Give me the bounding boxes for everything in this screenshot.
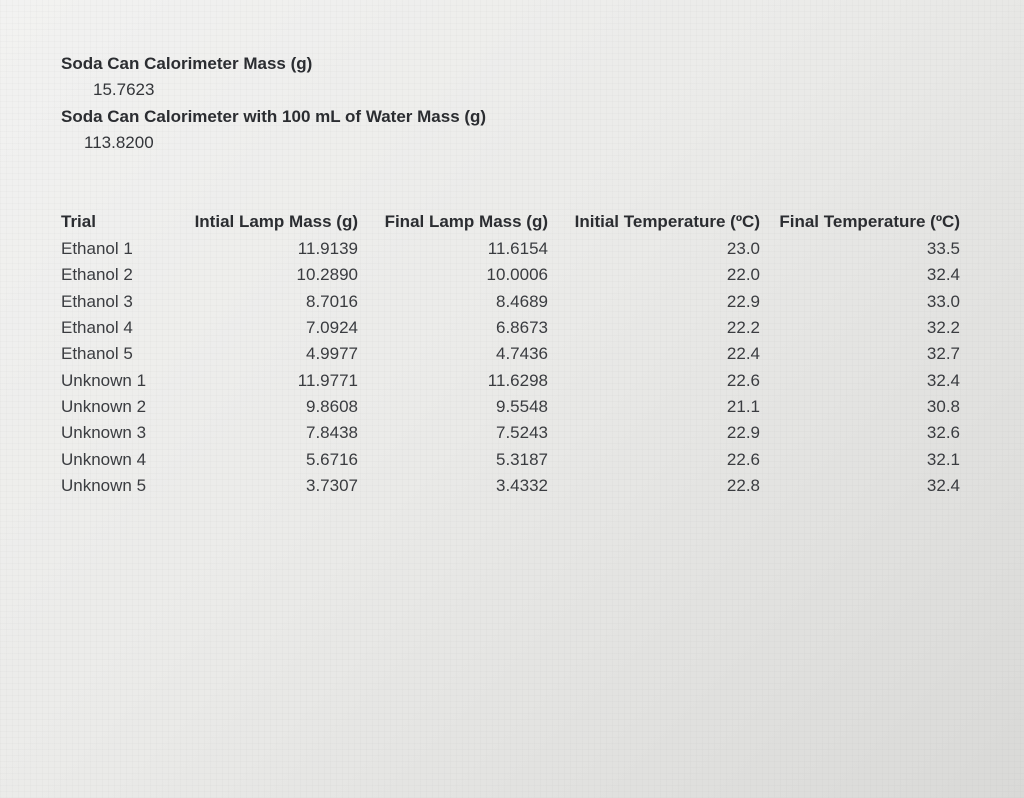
- initial-temperature-cell: 22.8: [726, 475, 760, 495]
- initial-lamp-mass-cell: 5.6716: [306, 449, 358, 469]
- trial-name-cell: Ethanol 3: [61, 291, 133, 311]
- column-header-trial: Trial: [61, 212, 96, 231]
- column-header-initial-lamp-mass: Intial Lamp Mass (g): [194, 212, 358, 231]
- final-temperature-cell: 32.1: [926, 449, 960, 469]
- can-water-mass-value: 113.8200: [84, 133, 154, 152]
- trial-name-cell: Ethanol 5: [61, 344, 133, 364]
- final-lamp-mass-cell: 4.7436: [496, 344, 548, 364]
- final-temperature-cell: 32.4: [926, 265, 960, 285]
- final-lamp-mass-cell: 3.4332: [496, 475, 548, 495]
- trials-table: [56, 208, 965, 499]
- initial-temperature-cell: 22.4: [726, 344, 760, 364]
- initial-lamp-mass-cell: 9.8608: [306, 396, 358, 416]
- final-temperature-cell: 32.2: [926, 318, 960, 338]
- column-header-final-lamp-mass: Final Lamp Mass (g): [384, 212, 548, 231]
- trial-name-cell: Unknown 5: [61, 475, 147, 495]
- final-temperature-cell: 32.6: [926, 423, 960, 443]
- table-row: [56, 262, 965, 288]
- can-mass-value: 15.7623: [93, 80, 155, 99]
- final-lamp-mass-cell: 6.8673: [496, 318, 548, 338]
- table-row: [56, 446, 965, 472]
- initial-lamp-mass-cell: 8.7016: [306, 291, 358, 311]
- can-mass-label: Soda Can Calorimeter Mass (g): [61, 54, 313, 73]
- final-lamp-mass-cell: 7.5243: [496, 423, 548, 443]
- column-header-initial-temperature: Initial Temperature (ºC): [574, 212, 760, 231]
- final-temperature-cell: 32.4: [926, 370, 960, 390]
- initial-lamp-mass-cell: 4.9977: [306, 344, 358, 364]
- table-row: [56, 341, 965, 367]
- trial-name-cell: Unknown 3: [61, 423, 147, 443]
- initial-temperature-cell: 22.0: [726, 265, 760, 285]
- initial-temperature-cell: 22.9: [726, 291, 760, 311]
- trial-name-cell: Unknown 4: [61, 449, 147, 469]
- trial-name-cell: Ethanol 1: [61, 239, 133, 259]
- final-lamp-mass-cell: 11.6298: [487, 370, 548, 390]
- initial-lamp-mass-cell: 3.7307: [306, 475, 358, 495]
- table-row: [56, 236, 965, 262]
- table-row: [56, 367, 965, 393]
- final-lamp-mass-cell: 5.3187: [496, 449, 548, 469]
- trial-name-cell: Unknown 2: [61, 396, 147, 416]
- final-temperature-cell: 32.4: [926, 475, 960, 495]
- final-lamp-mass-cell: 8.4689: [496, 291, 548, 311]
- initial-temperature-cell: 22.6: [726, 449, 760, 469]
- trial-name-cell: Unknown 1: [61, 370, 147, 390]
- table-row: [56, 420, 965, 446]
- can-water-mass-label: Soda Can Calorimeter with 100 mL of Water Mass (g): [61, 107, 487, 126]
- table-row: [56, 394, 965, 420]
- initial-lamp-mass-cell: 11.9139: [297, 239, 358, 259]
- final-temperature-cell: 33.0: [926, 291, 960, 311]
- final-temperature-cell: 30.8: [926, 396, 960, 416]
- initial-lamp-mass-cell: 7.8438: [306, 423, 358, 443]
- final-lamp-mass-cell: 10.0006: [486, 265, 548, 285]
- trial-name-cell: Ethanol 2: [61, 265, 133, 285]
- table-header-row: [56, 208, 965, 236]
- initial-temperature-cell: 22.6: [726, 370, 760, 390]
- final-lamp-mass-cell: 9.5548: [496, 396, 548, 416]
- initial-temperature-cell: 22.2: [726, 318, 760, 338]
- initial-temperature-cell: 22.9: [726, 423, 760, 443]
- final-temperature-cell: 33.5: [926, 239, 960, 259]
- final-lamp-mass-cell: 11.6154: [487, 239, 548, 259]
- trial-name-cell: Ethanol 4: [61, 318, 133, 338]
- initial-lamp-mass-cell: 10.2890: [296, 265, 358, 285]
- table-row: [56, 315, 965, 341]
- table-row: [56, 473, 965, 499]
- initial-lamp-mass-cell: 7.0924: [306, 318, 358, 338]
- initial-lamp-mass-cell: 11.9771: [297, 370, 358, 390]
- initial-temperature-cell: 23.0: [726, 239, 760, 259]
- table-row: [56, 289, 965, 315]
- final-temperature-cell: 32.7: [926, 344, 960, 364]
- initial-temperature-cell: 21.1: [726, 396, 760, 416]
- column-header-final-temperature: Final Temperature (ºC): [779, 212, 960, 231]
